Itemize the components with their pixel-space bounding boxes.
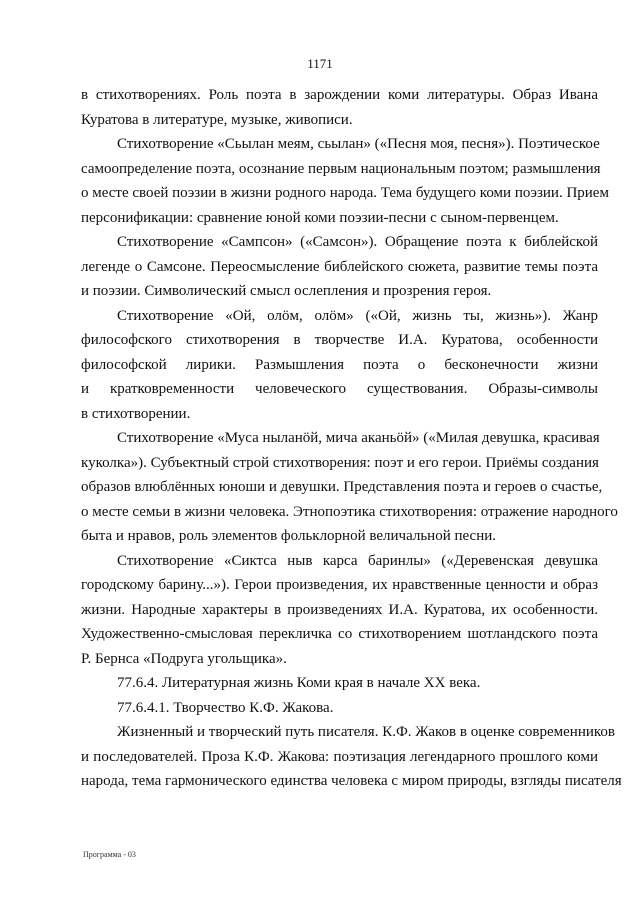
text-line: народа, тема гармонического единства человека с миром природы, взгляды писателя xyxy=(81,773,622,789)
text-line: Куратова в литературе, музыке, живописи. xyxy=(81,111,353,128)
text-line: Стихотворение «Сампсон» («Самсон»). Обращение поэта к библейской xyxy=(117,234,598,250)
text-line: философского стихотворения в творчестве И.А. Куратова, особенности xyxy=(81,332,598,348)
text-line: самоопределение поэта, осознание первым национальным поэтом; размышления xyxy=(81,160,601,177)
text-line: Стихотворение «Сиктса ныв карса баринлы» («Деревенская девушка xyxy=(117,552,598,569)
text-line: быта и нравов, роль элементов фольклорной величальной песни. xyxy=(81,528,497,544)
text-line: персонификации: сравнение юной коми поэзии-песни с сыном-первенцем. xyxy=(81,209,559,226)
text-line: легенде о Самсоне. Переосмысление библейского сюжета, развитие темы поэта xyxy=(81,258,598,275)
page-footer: Программа - 03 xyxy=(83,850,136,859)
text-line: и поэзии. Символический смысл ослепления и прозрения героя. xyxy=(81,283,492,299)
text-line: Стихотворение «Муса ныланӧй, мича аканьӧй» («Милая девушка, красивая xyxy=(117,430,600,446)
text-line: городскому барину...»). Герои произведения, их нравственные ценности и образ xyxy=(81,577,598,593)
text-line: о месте семьи в жизни человека. Этнопоэтика стихотворения: отражение народного xyxy=(81,503,618,520)
text-line: и последователей. Проза К.Ф. Жакова: поэтизация легендарного прошлого коми xyxy=(81,748,598,765)
text-line: Стихотворение «Сьылан меям, сьылан» («Песня моя, песня»). Поэтическое xyxy=(117,136,600,152)
text-line: 77.6.4. Литературная жизнь Коми края в начале XX века. xyxy=(117,675,481,691)
text-line: образов влюблённых юноши и девушки. Представления поэта и героев о счастье, xyxy=(81,479,603,495)
text-line: Р. Бернса «Подруга угольщика». xyxy=(81,650,287,667)
text-line: 77.6.4.1. Творчество К.Ф. Жакова. xyxy=(117,699,334,716)
text-line: о месте своей поэзии в жизни родного народа. Тема будущего коми поэзии. Прием xyxy=(81,185,609,201)
text-line: куколка»). Субъектный строй стихотворения: поэт и его герои. Приёмы создания xyxy=(81,454,599,471)
page-number: 1171 xyxy=(307,56,333,71)
text-line: жизни. Народные характеры в произведениях И.А. Куратова, их особенности. xyxy=(81,601,598,618)
text-line: в стихотворениях. Роль поэта в зарождении коми литературы. Образ Ивана xyxy=(81,87,598,103)
text-line: Художественно-смысловая перекличка со стихотворением шотландского поэта xyxy=(81,626,598,642)
text-line: в стихотворении. xyxy=(81,405,191,422)
text-line: Жизненный и творческий путь писателя. К.Ф. Жаков в оценке современников xyxy=(117,724,615,740)
text-line: философской лирики. Размышления поэта о бесконечности жизни xyxy=(81,356,598,373)
text-line: Стихотворение «Ой, олӧм, олӧм» («Ой, жизнь ты, жизнь»). Жанр xyxy=(117,307,598,324)
text-line: и кратковременности человеческого существования. Образы-символы xyxy=(81,381,598,397)
